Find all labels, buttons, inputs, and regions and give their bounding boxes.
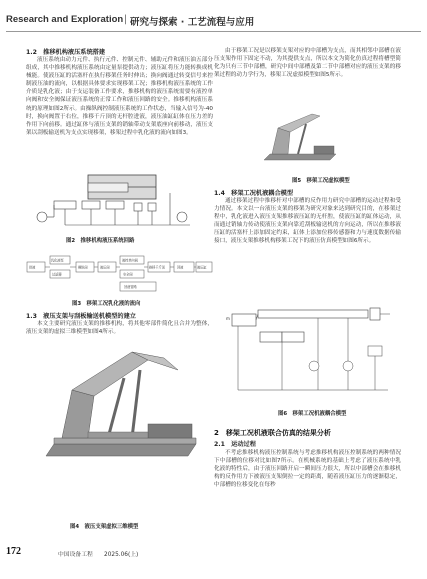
right-paragraph-1: 由于移架工况是以移架支架对应的中部槽为支点，而其相邻中部槽在液压支架作用下固定不动，为其提供支点，所以本文为简化仿真过程将槽型简化为只有三节中部槽，研究中间中部槽及第二节中部槽对应的液压支架的移架过程的动力学行为，移架工况虚拟模型如图5所示。 [214, 48, 401, 79]
fig3-box-label: 液控单向阀 [122, 258, 138, 263]
page-number: 172 [6, 546, 21, 557]
subsection-1-4-title: 1.4 移架工况机液耦合模型 [214, 190, 294, 197]
figure-4-caption: 图4 液压支架虚拟三维模型 [70, 524, 139, 530]
fig3-box-label: 液压阀 [100, 265, 110, 270]
fig3-box-label: 过滤器 [52, 272, 62, 277]
subsection-2-1-title: 2.1 运动过程 [214, 441, 256, 448]
figure-5-virtual-model [260, 112, 340, 168]
subsection-1-3-title: 1.3 液压支架与刮板输送机模型的建立 [26, 313, 136, 320]
fig3-box-label: 供液 [29, 265, 36, 270]
subsection-1-2-title: 1.2 推移机构液压系统搭建 [26, 49, 106, 56]
left-paragraph-2: 本文主要研究液压支架的推移机构，将其他零部件简化且合并为整体，液压支架的虚拟三维模型如图4所示。 [26, 321, 213, 336]
section-title-cn: 研究与探索 · 工艺流程与应用 [130, 17, 255, 28]
fig3-box-label: 乳化液泵 [51, 258, 64, 263]
figure-5-caption: 图5 移架工况虚拟模型 [292, 178, 350, 184]
fig6-label-m: m [226, 316, 230, 321]
fig3-box-label: 安全阀 [123, 272, 133, 277]
fig3-box-label: 回液 [177, 265, 184, 270]
left-paragraph-1: 液压系统由动力元件、执行元件、控制元件、辅助元件和液压油五部分组成，其中推移机构液压系统由定量泵提供动力；液压缸将压力能转换成机械能。使液压缸的活塞杆在执行移架任务时伸出；换向阀通过转变信号来控制液压油的流向，以根据具体要求实现移架工况；推移机构液压系统的工作介质是乳化液；由于支运装备工作要求，推移机构的液压系统需要有液控单向阀和安全阀保证液压系统的正常工作和液压回路的安全。推移机构液压系统的原理如图2所示。由操纵阀控制液压系统的工作状态，当输入信号为-40时，换向阀置于右位，推移千斤顶的无杆腔进液，液压油缸缸体在压力差的作用下向前移。通过缸体与液压支架的销轴带动支架底座向前移动，液压支架以刮板输送机为支点实现移架，移架过程中乳化液的流向如图3。 [26, 57, 213, 136]
figure-2-caption: 图2 推移机构液压系统回路 [66, 238, 135, 244]
fig3-box-label: 推移千斤顶 [149, 265, 165, 270]
figure-2-hydraulic-circuit [30, 173, 210, 231]
footer-date: 2025.06(上) [104, 552, 139, 558]
header-separator: | [124, 14, 128, 25]
right-paragraph-2: 通过移架过程中推移杆对中部槽的反作用力研究中部槽的运动过程和受力情况。本文以一台液压支架的移架为研究对象来达到研究目的，在移架过程中，乳化液进入液压支架推移液压缸的无杆腔，使液压缸的缸体运动，从而通过销轴力传动使液压支架向靠近刮板输送机的方向运动，所以在推移液压缸的活塞杆上添加固定约束，缸体上添加位移传感器和力与速度数据传输接口，液压支架推移机构移架工况下的液压仿真模型如图6所示。 [214, 198, 401, 245]
right-paragraph-3: 不考虑推移机构液压控制系统与考虑推移机构液压控制系统的两种情况下中部槽的位移对比如图7所示。在机械系统的基础上考虑了液压系统中乳化液的特性后，由于液压回路开启一瞬间压力很大，所以中部槽会在推移机构的反作用力下被液压支架倒拉一定的距离，随着液压缸压力的逐渐稳定，中部槽的位移变化在每秒 [214, 450, 401, 489]
section-2-title: 2 移架工况机液联合仿真的结果分析 [214, 429, 331, 437]
fig3-box-label: 回液管路 [124, 285, 137, 289]
figure-6-coupling-model [218, 306, 400, 402]
figure-3-flow-diagram [26, 246, 214, 296]
figure-3-caption: 图3 移架工况乳化液的流向 [72, 301, 141, 307]
figure-4-3d-model [28, 344, 212, 474]
footer-journal: 中国设备工程 [58, 552, 93, 558]
fig3-box-label: 操纵阀 [78, 265, 88, 270]
fig3-box-label: 液压缸 [197, 265, 207, 270]
page-header [6, 14, 421, 30]
journal-name-en: Research and Exploration [6, 14, 124, 25]
header-rule [6, 31, 421, 32]
figure-6-caption: 图6 移架工况机液耦合模型 [278, 411, 347, 417]
